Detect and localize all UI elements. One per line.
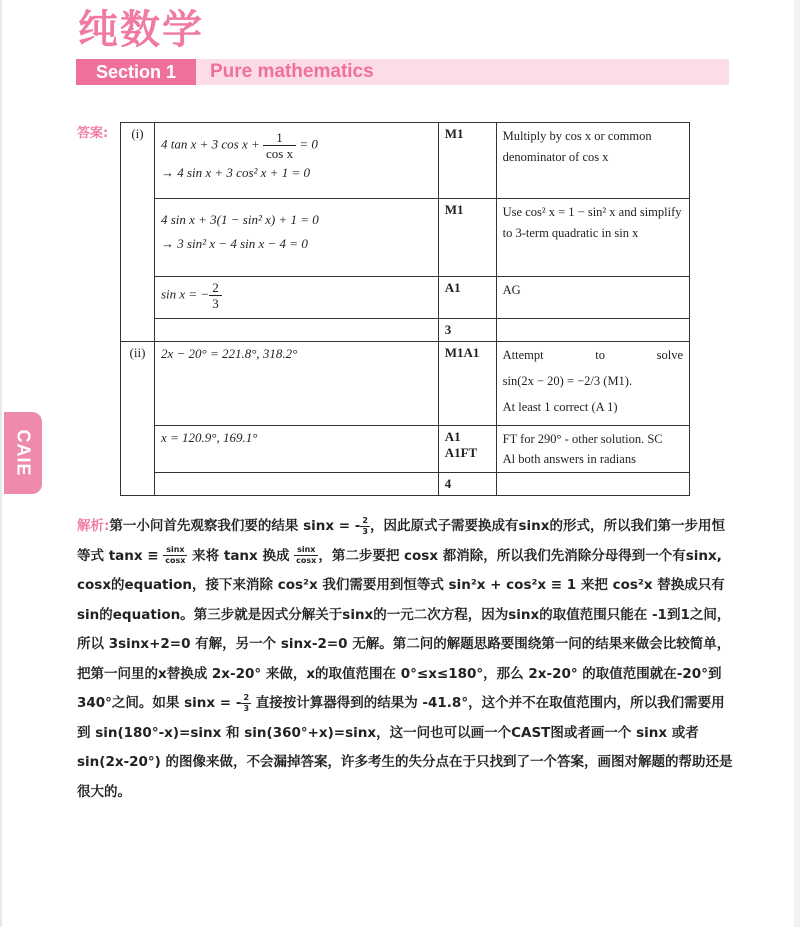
table-row (121, 319, 690, 342)
working-text: sin x = − (160, 286, 210, 302)
mark-cell: M1A1 (438, 342, 496, 426)
part-label: (ii) (121, 342, 155, 496)
working-cell (154, 123, 438, 199)
analysis-tag: 解析: (77, 518, 110, 534)
guidance-cell (496, 319, 689, 342)
section-name: Pure mathematics (210, 61, 374, 82)
guidance-cell (496, 473, 689, 496)
working-cell (154, 473, 438, 496)
fraction: $\frac{2}{3}$ (209, 280, 222, 311)
mark-scheme-table (120, 122, 690, 496)
working-text: 4 tan x + 3 cos x + (160, 136, 263, 152)
table-row (121, 277, 690, 319)
guidance-cell: Use cos² x = 1 − sin² x and simplify to 3-term quadratic in sin x (496, 199, 689, 277)
working-cell (154, 319, 438, 342)
analysis-text: 直接按计算器得到的结果为 -41.8°，这个并不在取值范围内，所以我们需要用到 sin(180°-x)=sinx 和 sin(360°+x)=sinx，这一问也可以画一个CAST图或者画一个 sinx 或者 sin(2x-20°) 的图像来做，不会漏掉答案，许多考生的失分点在于只找到了一个答案，画图对解题的帮助还是很大的。 (77, 695, 733, 800)
guidance-cell (496, 426, 689, 473)
analysis-text: 来将 tanx 换成 (187, 547, 295, 564)
working-text: 2x − 20° = 221.8°, 318.2° (160, 346, 298, 361)
fraction: $\frac{1}{\text{cos x}}$ (263, 130, 296, 161)
mark-text: A1 (444, 429, 461, 444)
working-cell (154, 426, 438, 473)
page-edge-right (794, 0, 800, 927)
mark-total: 4 (438, 473, 496, 496)
analysis-text: ，第二步要把 cosx 都消除，所以我们先消除分母得到一个有sinx, cosx的equation，接下来消除 cos²x 我们需要用到恒等式 sin²x + cos²x ≡ 1 来把 cos²x 替换成只有sin的equation。第三步就是因式分解关于sinx的一元二次方程，因为sinx的取值范围只能在 -1到1之间，所以 3sinx+2=0 有解，另一个 sinx-2=0 无解。第二问的解题思路要围绕第一问的结果来做会比较简单，把第一问里的x替换成 2x-20° 来做，x的取值范围在 0°≤x≤180°，那么 2x-20° 的取值范围就在-20°到340°之间。如果 sinx = - (77, 547, 731, 711)
analysis-text: ，因此原式子需要换成有sinx的形式，所以我们第一步用恒等式 tanx ≡ (77, 518, 725, 564)
analysis-paragraph (77, 512, 737, 807)
guidance-cell: AG (496, 277, 689, 319)
guidance-text: Attempt to solve (502, 348, 683, 362)
side-tab-label: CAIE (13, 429, 34, 477)
part-label: (i) (121, 123, 155, 342)
inline-fraction: $\frac{\sin x}{\cos x}$ (296, 545, 317, 565)
guidance-text: At least 1 correct (A 1) (502, 400, 618, 414)
table-row (121, 342, 690, 426)
working-text: → 4 sin x + 3 cos² x + 1 = 0 (160, 165, 310, 180)
working-cell (154, 342, 438, 426)
guidance-text: sin(2x − 20) = −2/3 (M1). (502, 374, 633, 388)
mark-cell: M1 (438, 199, 496, 277)
mark-cell: A1 (438, 277, 496, 319)
inline-fraction: $\frac{2}{3}$ (362, 515, 368, 536)
mark-cell (438, 426, 496, 473)
inline-fraction: $\frac{\sin x}{\cos x}$ (165, 545, 186, 565)
table-row (121, 426, 690, 473)
mark-text: A1FT (444, 445, 478, 460)
mark-cell: M1 (438, 123, 496, 199)
working-text: → 3 sin² x − 4 sin x − 4 = 0 (160, 236, 308, 251)
table-row (121, 473, 690, 496)
working-cell (154, 199, 438, 277)
table-row (121, 199, 690, 277)
mark-total: 3 (438, 319, 496, 342)
working-text: 4 sin x + 3(1 − sin² x) + 1 = 0 (160, 212, 319, 227)
working-text: x = 120.9°, 169.1° (160, 430, 258, 445)
side-tab (4, 412, 42, 494)
table-row (121, 123, 690, 199)
guidance-text: FT for 290° - other solution. SC (502, 432, 663, 446)
guidance-text: Al both answers in radians (502, 452, 636, 466)
working-cell (154, 277, 438, 319)
working-text: = 0 (296, 136, 318, 152)
page-title: 纯数学 (78, 7, 204, 53)
inline-fraction: $\frac{2}{3}$ (243, 692, 250, 713)
guidance-cell (496, 342, 689, 426)
guidance-cell: Multiply by cos x or common denominator of cos x (496, 123, 689, 199)
answer-label: 答案: (77, 126, 109, 141)
page-edge-left (0, 0, 2, 927)
section-label: Section 1 (76, 59, 196, 85)
analysis-text: 第一小问首先观察我们要的结果 sinx = - (109, 518, 361, 534)
